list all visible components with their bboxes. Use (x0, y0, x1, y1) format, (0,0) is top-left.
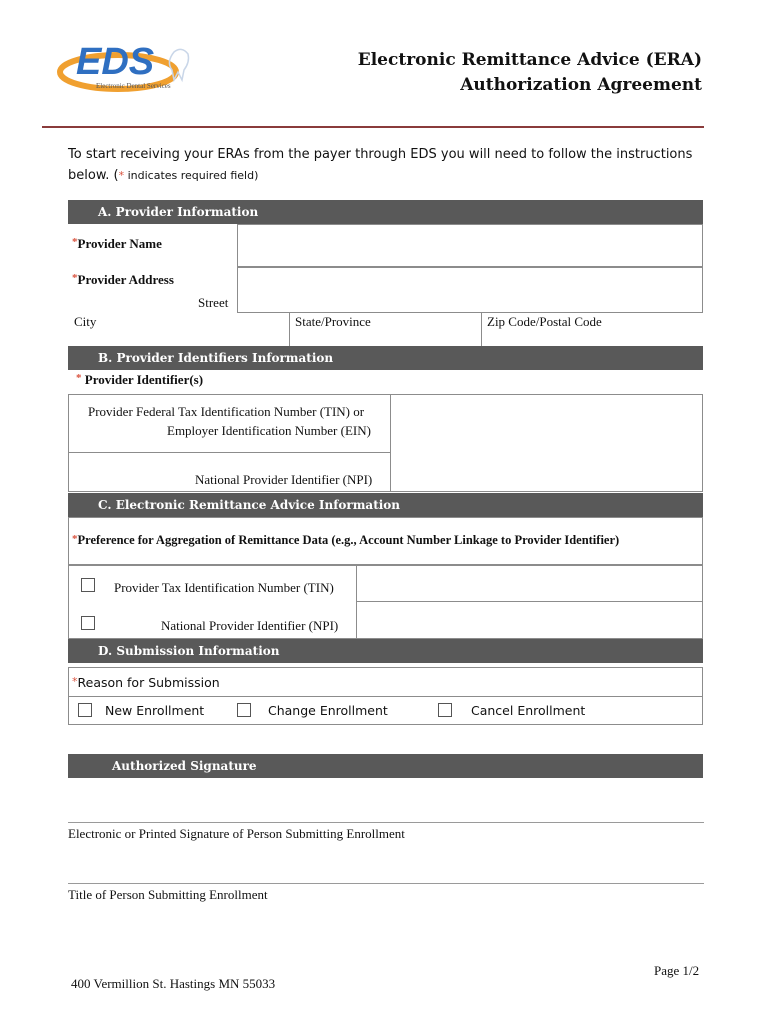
state-label: State/Province (295, 314, 371, 329)
title-caption: Title of Person Submitting Enrollment (68, 887, 268, 902)
footer-address: 400 Vermillion St. Hastings MN 55033 (71, 976, 276, 991)
signature-line (68, 822, 704, 823)
npi-label: National Provider Identifier (NPI) (195, 472, 373, 487)
section-a-heading: A. Provider Information (68, 200, 703, 224)
city-label: City (74, 314, 97, 329)
provider-identifiers-label: * Provider Identifier(s) (76, 372, 204, 387)
option-tin-label: Provider Tax Identification Number (TIN) (114, 580, 334, 595)
tin-input[interactable] (391, 395, 702, 451)
intro-prefix: below. ( (68, 168, 119, 183)
provider-address-label: *Provider Address (72, 272, 174, 287)
street-input[interactable] (237, 267, 703, 313)
option-npi-input[interactable] (357, 602, 702, 638)
identifiers-row-divider (68, 452, 391, 453)
cancel-enrollment-checkbox[interactable] (438, 703, 452, 717)
title-line (68, 883, 704, 884)
new-enrollment-label: New Enrollment (105, 703, 205, 718)
signature-heading: Authorized Signature (68, 754, 703, 778)
section-b-heading: B. Provider Identifiers Information (68, 346, 703, 370)
zip-label: Zip Code/Postal Code (487, 314, 602, 329)
header-divider (42, 126, 704, 128)
title-input[interactable] (68, 845, 704, 883)
new-enrollment-checkbox[interactable] (78, 703, 92, 717)
eds-logo-graphic (56, 34, 206, 98)
tin-label-line-2: Employer Identification Number (EIN) (167, 423, 371, 438)
tin-checkbox[interactable] (81, 578, 95, 592)
title-line-1: Electronic Remittance Advice (ERA) (357, 50, 702, 70)
option-tin-input[interactable] (357, 566, 702, 601)
page-number: Page 1/2 (654, 963, 700, 978)
signature-input[interactable] (68, 780, 704, 822)
state-input[interactable] (290, 313, 481, 346)
section-c-heading: C. Electronic Remittance Advice Information (68, 493, 703, 517)
intro-suffix: indicates required field) (124, 169, 259, 182)
change-enrollment-label: Change Enrollment (268, 703, 388, 718)
npi-checkbox[interactable] (81, 616, 95, 630)
section-d-heading: D. Submission Information (68, 639, 703, 663)
provider-name-label: *Provider Name (72, 236, 162, 251)
option-npi-label: National Provider Identifier (NPI) (161, 618, 339, 633)
street-label: Street (198, 295, 229, 310)
reason-label: *Reason for Submission (72, 675, 220, 690)
title-line-2: Authorization Agreement (460, 75, 702, 95)
city-input[interactable] (68, 313, 289, 346)
intro-line-2 (68, 168, 258, 183)
required-mark: * (118, 169, 125, 182)
submission-row-divider (68, 696, 703, 697)
tin-label-line-1: Provider Federal Tax Identification Number (TIN) or (88, 404, 365, 419)
preference-label: *Preference for Aggregation of Remittance Data (e.g., Account Number Linkage to Provider Identifier) (72, 533, 620, 547)
eds-logo (56, 34, 206, 98)
logo-text: EDS (76, 41, 155, 83)
intro-line-1: To start receiving your ERAs from the payer through EDS you will need to follow the instructions (68, 147, 693, 162)
npi-input[interactable] (391, 453, 702, 491)
provider-name-input[interactable] (237, 224, 703, 267)
signature-caption: Electronic or Printed Signature of Person Submitting Enrollment (68, 826, 405, 841)
change-enrollment-checkbox[interactable] (237, 703, 251, 717)
logo-subtext: Electronic Dental Services (96, 82, 171, 90)
zip-input[interactable] (482, 313, 703, 346)
cancel-enrollment-label: Cancel Enrollment (471, 703, 586, 718)
